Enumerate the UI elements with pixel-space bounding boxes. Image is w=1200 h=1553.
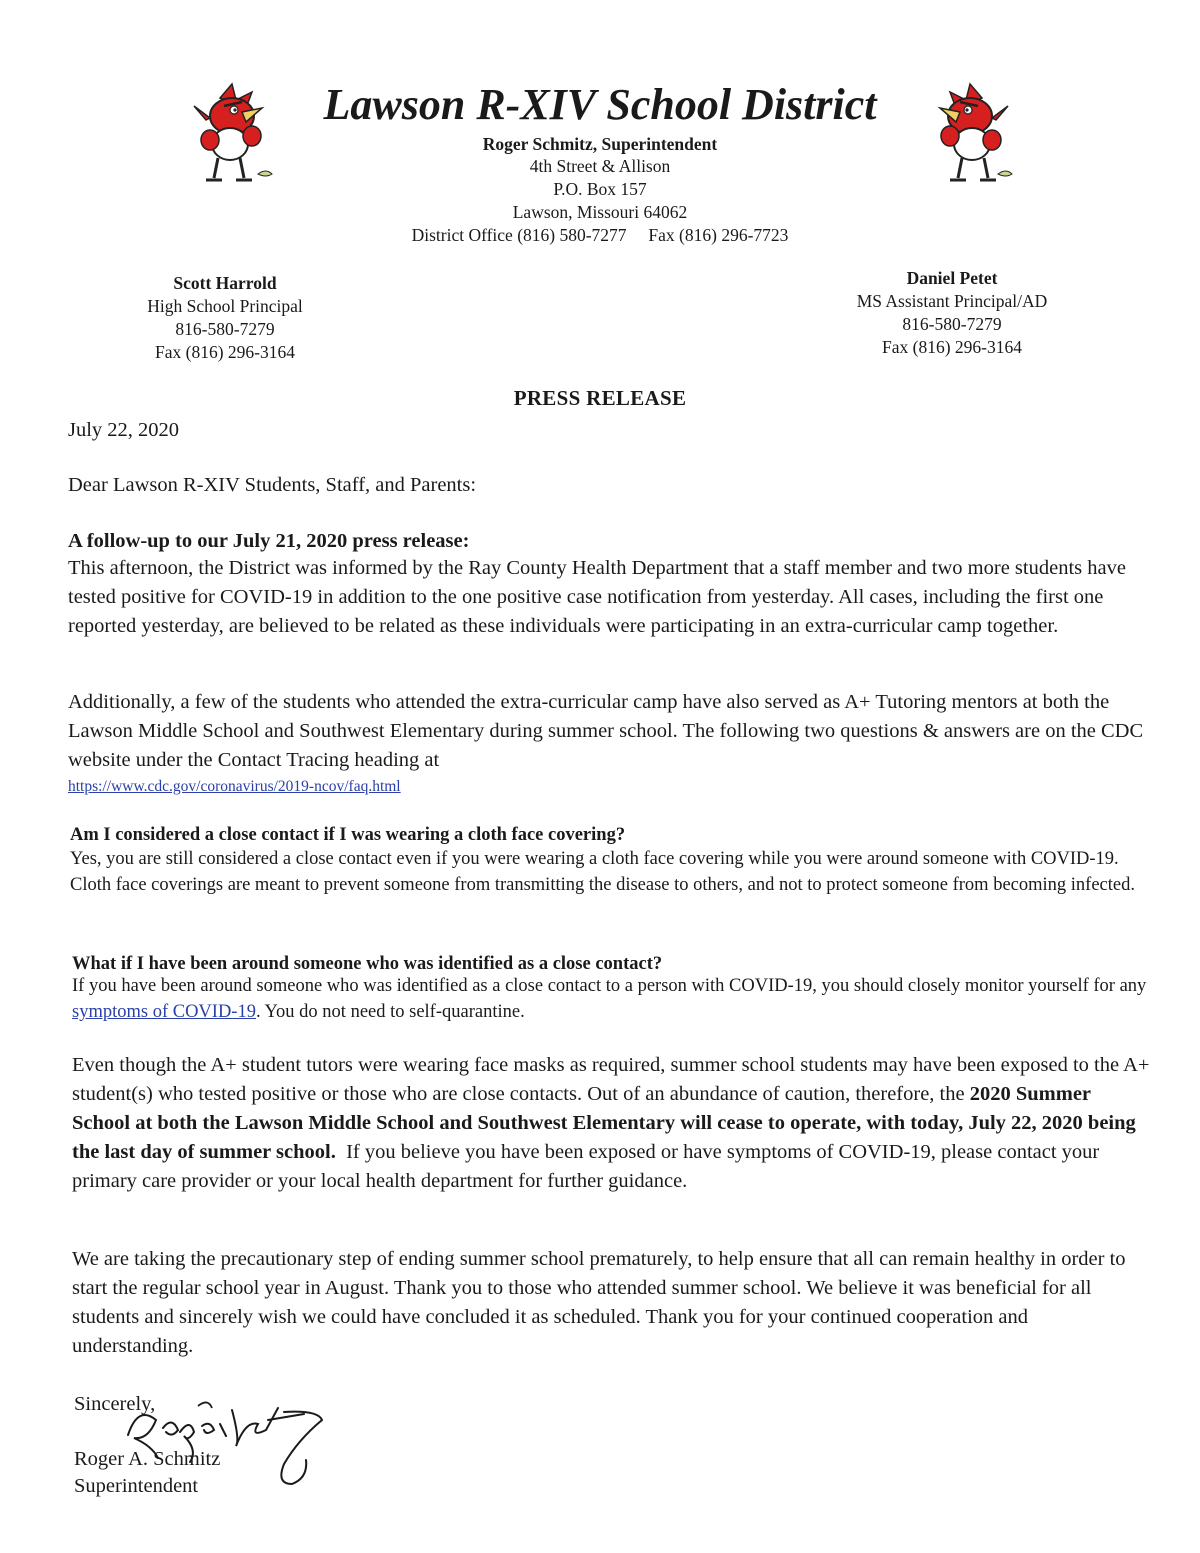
district-phones: District Office (816) 580-7277 Fax (816) 296-7723 (411, 225, 789, 245)
paragraph-text-end: If you believe you have been exposed or have symptoms of COVID-19, please contact your primary care provider or your local health department for further guidance. (72, 1141, 1105, 1192)
signer-title: Superintendent (74, 1475, 199, 1497)
faq-answer-close-contact (72, 973, 1152, 1025)
paragraph-closing: We are taking the precautionary step of ending summer school prematurely, to help ensure that all can remain healthy in order to start the regular school year in August. Thank you to those who attended summer school. We believe it was beneficial for all students and sincerely wish we could have concluded it as scheduled. Thank you for your continued cooperation and understanding. (72, 1248, 1126, 1357)
signer-name: Roger A. Schmitz (74, 1448, 221, 1470)
city-state-zip: Lawson, Missouri 64062 (512, 202, 688, 222)
closing-sincerely: Sincerely, (74, 1393, 156, 1415)
district-name: Lawson R-XIV School District (323, 80, 877, 129)
staff-fax: Fax (816) 296-3164 (882, 337, 1022, 357)
faq-answer-face-covering: Yes, you are still considered a close contact even if you were wearing a cloth face covering while you were around someone with COVID-19. Cloth face coverings are meant to prevent someone from transmitting the disease to others, and not to protect someone from becoming infected. (70, 849, 1135, 895)
paragraph-summer-school (72, 1051, 1152, 1196)
followup-heading: A follow-up to our July 21, 2020 press release: (68, 530, 470, 552)
staff-block-left (120, 272, 330, 364)
paragraph-cases: This afternoon, the District was informed by the Ray County Health Department that a staff member and two more students have tested positive for COVID-19 in addition to the one positive case notification from yesterday. All cases, including the first one reported yesterday, are believed to be related as these individuals were participating in an extra-curricular camp together. (68, 557, 1126, 637)
staff-fax: Fax (816) 296-3164 (155, 342, 295, 362)
po-box: P.O. Box 157 (553, 179, 647, 199)
paragraph-text: Even though the A+ student tutors were wearing face masks as required, summer school students may have been exposed to the A+ student(s) who tested positive or those who are close contacts. Out of an abundance of caution, therefore, the (72, 1054, 1150, 1105)
document-type-heading: PRESS RELEASE (513, 386, 687, 410)
staff-title: MS Assistant Principal/AD (856, 291, 1048, 311)
faq-question-face-covering: Am I considered a close contact if I was wearing a cloth face covering? (70, 825, 626, 845)
street-address: 4th Street & Allison (529, 156, 671, 176)
summer-school-cancellation-notice: 2020 Summer School at both the Lawson Middle School and Southwest Elementary will cease to operate, with today, July 22, 2020 being the last day of summer school. (72, 1083, 1136, 1163)
staff-name: Scott Harrold (173, 273, 277, 293)
staff-phone: 816-580-7279 (175, 319, 275, 339)
staff-phone: 816-580-7279 (902, 314, 1002, 334)
faq-question-close-contact: What if I have been around someone who was identified as a close contact? (72, 954, 663, 974)
staff-title: High School Principal (147, 296, 303, 316)
faq-answer-text-end: . You do not need to self-quarantine. (255, 1002, 525, 1022)
staff-block-right (832, 267, 1072, 359)
letter-date: July 22, 2020 (68, 419, 180, 441)
cdc-faq-link[interactable]: https://www.cdc.gov/coronavirus/2019-ncov/faq.html (68, 778, 401, 795)
symptoms-link[interactable]: symptoms of COVID-19 (72, 1002, 256, 1022)
staff-name: Daniel Petet (906, 268, 998, 288)
paragraph-tutoring-text: Additionally, a few of the students who attended the extra-curricular camp have also served as A+ Tutoring mentors at both the Lawson Middle School and Southwest Elementary during summer school. The following two questions & answers are on the CDC website under the Contact Tracing heading at (68, 691, 1144, 771)
faq-answer-text: If you have been around someone who was identified as a close contact to a person with COVID-19, you should closely monitor yourself for any (72, 976, 1147, 996)
superintendent-line: Roger Schmitz, Superintendent (482, 134, 718, 154)
salutation: Dear Lawson R-XIV Students, Staff, and Parents: (68, 474, 477, 496)
paragraph-tutoring (68, 688, 1148, 799)
